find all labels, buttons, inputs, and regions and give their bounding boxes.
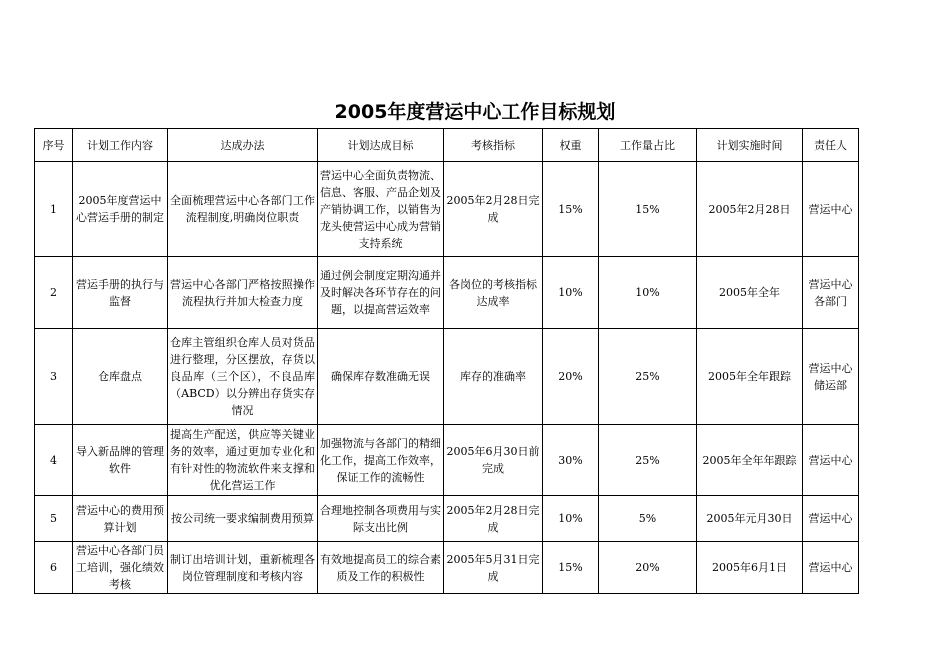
cell-owner: 营运中心 [803, 162, 859, 257]
cell-work-content: 仓库盘点 [73, 329, 168, 425]
cell-target: 营运中心全面负责物流、信息、客服、产品企划及产销协调工作，以销售为龙头使营运中心成为营销支持系统 [318, 162, 444, 257]
cell-work-content: 营运中心的费用预算计划 [73, 496, 168, 542]
table-row [35, 162, 859, 257]
cell-kpi: 2005年6月30日前完成 [444, 425, 543, 496]
table-row [35, 542, 859, 594]
cell-owner: 营运中心 [803, 496, 859, 542]
cell-work-content: 营运手册的执行与监督 [73, 257, 168, 329]
cell-schedule: 2005年元月30日 [697, 496, 803, 542]
page-title: 2005年度营运中心工作目标规划 [334, 101, 616, 123]
work-plan-table [34, 128, 859, 594]
table-row [35, 425, 859, 496]
cell-index: 4 [35, 425, 73, 496]
cell-kpi: 2005年5月31日完成 [444, 542, 543, 594]
cell-weight: 20% [543, 329, 599, 425]
table-row [35, 496, 859, 542]
header-target: 计划达成目标 [318, 129, 444, 162]
cell-workload: 5% [599, 496, 697, 542]
cell-target: 确保库存数准确无误 [318, 329, 444, 425]
cell-kpi: 库存的准确率 [444, 329, 543, 425]
cell-owner: 营运中心 [803, 425, 859, 496]
cell-target: 有效地提高员工的综合素质及工作的积极性 [318, 542, 444, 594]
cell-schedule: 2005年全年 [697, 257, 803, 329]
cell-method: 按公司统一要求编制费用预算 [168, 496, 318, 542]
table-row [35, 329, 859, 425]
header-index: 序号 [35, 129, 73, 162]
cell-owner: 营运中心 [803, 542, 859, 594]
header-workload: 工作量占比 [599, 129, 697, 162]
header-owner: 责任人 [803, 129, 859, 162]
cell-method: 制订出培训计划，重新梳理各岗位管理制度和考核内容 [168, 542, 318, 594]
header-weight: 权重 [543, 129, 599, 162]
cell-schedule: 2005年全年年跟踪 [697, 425, 803, 496]
cell-workload: 20% [599, 542, 697, 594]
header-kpi: 考核指标 [444, 129, 543, 162]
cell-weight: 10% [543, 257, 599, 329]
cell-schedule: 2005年2月28日 [697, 162, 803, 257]
cell-schedule: 2005年全年跟踪 [697, 329, 803, 425]
cell-method: 仓库主管组织仓库人员对货品进行整理，分区摆放，存货以良品库（三个区），不良品库（ABCD）以分辨出存货实存情况 [168, 329, 318, 425]
header-work-content: 计划工作内容 [73, 129, 168, 162]
cell-work-content: 2005年度营运中心营运手册的制定 [73, 162, 168, 257]
cell-method: 营运中心各部门严格按照操作流程执行并加大检查力度 [168, 257, 318, 329]
cell-workload: 25% [599, 329, 697, 425]
cell-kpi: 各岗位的考核指标达成率 [444, 257, 543, 329]
cell-work-content: 营运中心各部门员工培训，强化绩效考核 [73, 542, 168, 594]
header-method: 达成办法 [168, 129, 318, 162]
cell-weight: 10% [543, 496, 599, 542]
cell-method: 提高生产配送，供应等关键业务的效率，通过更加专业化和有针对性的物流软件来支撑和优化营运工作 [168, 425, 318, 496]
cell-index: 3 [35, 329, 73, 425]
cell-workload: 15% [599, 162, 697, 257]
cell-target: 通过例会制度定期沟通并及时解决各环节存在的问题，以提高营运效率 [318, 257, 444, 329]
cell-index: 1 [35, 162, 73, 257]
cell-index: 2 [35, 257, 73, 329]
cell-owner: 营运中心储运部 [803, 329, 859, 425]
cell-weight: 15% [543, 162, 599, 257]
cell-weight: 30% [543, 425, 599, 496]
cell-workload: 10% [599, 257, 697, 329]
cell-owner: 营运中心各部门 [803, 257, 859, 329]
cell-target: 合理地控制各项费用与实际支出比例 [318, 496, 444, 542]
cell-schedule: 2005年6月1日 [697, 542, 803, 594]
cell-index: 6 [35, 542, 73, 594]
cell-target: 加强物流与各部门的精细化工作，提高工作效率，保证工作的流畅性 [318, 425, 444, 496]
header-schedule: 计划实施时间 [697, 129, 803, 162]
cell-workload: 25% [599, 425, 697, 496]
cell-work-content: 导入新品牌的管理软件 [73, 425, 168, 496]
cell-weight: 15% [543, 542, 599, 594]
cell-method: 全面梳理营运中心各部门工作流程制度,明确岗位职责 [168, 162, 318, 257]
cell-index: 5 [35, 496, 73, 542]
cell-kpi: 2005年2月28日完成 [444, 162, 543, 257]
table-row [35, 257, 859, 329]
table-header-row [35, 129, 859, 162]
cell-kpi: 2005年2月28日完成 [444, 496, 543, 542]
